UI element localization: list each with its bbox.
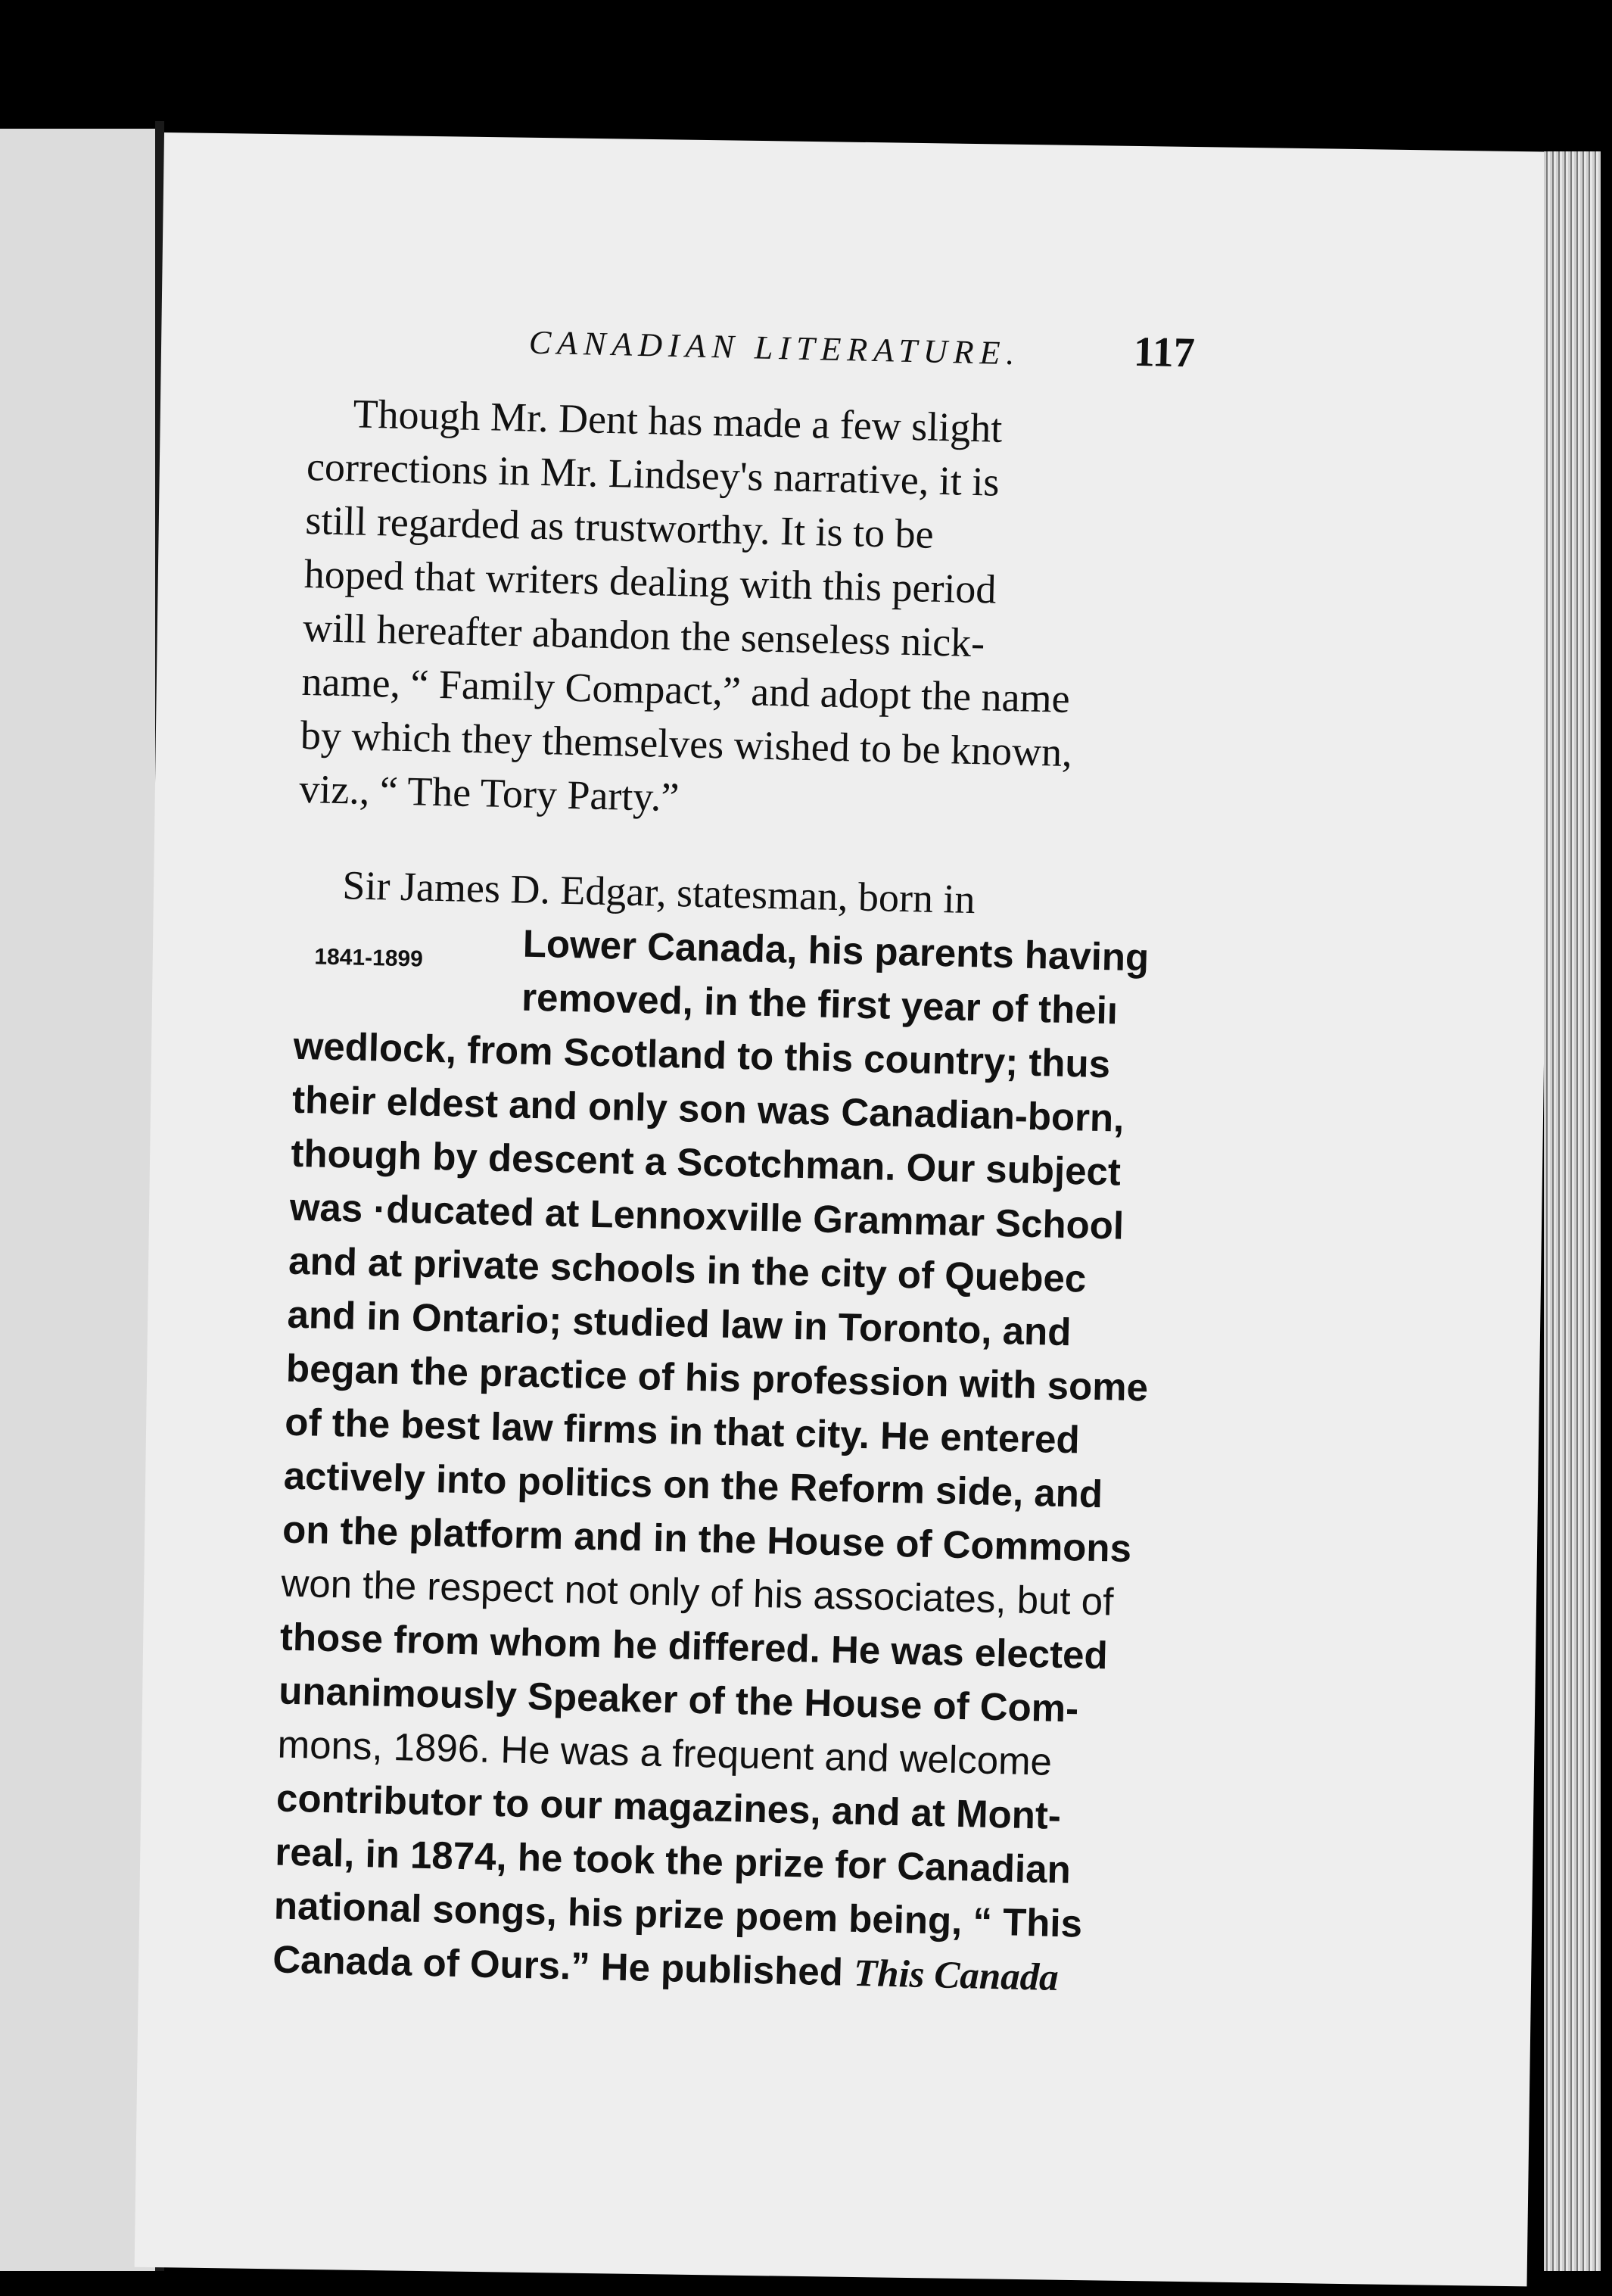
text-line: by which they themselves wished to be known,	[300, 712, 1073, 775]
text-line: those from whom he differed. He was elected	[279, 1615, 1109, 1678]
text-line: still regarded as trustworthy. It is to be	[304, 497, 935, 557]
text-line: actively into politics on the Reform side, and	[283, 1453, 1103, 1516]
running-title: CANADIAN LITERATURE.	[528, 323, 1021, 372]
paragraph-dent-lindsey	[299, 386, 1194, 836]
italic-title: This Canada	[853, 1952, 1060, 1999]
text-line: contributor to our magazines, and at Mont-	[275, 1776, 1062, 1838]
text-line: national songs, his prize poem being, “ This	[273, 1883, 1083, 1946]
text-line: will hereafter abandon the senseless nick-	[302, 604, 985, 666]
text-fragment: Canada of Ours.” He published	[272, 1937, 844, 1994]
text-line: won the respect not only of his associates, but of	[280, 1561, 1114, 1624]
text-line: was ·ducated at Lennoxville Grammar School	[289, 1185, 1125, 1248]
text-line: wedlock, from Scotland to this country; thus	[293, 1023, 1111, 1086]
text-line: and at private schools in the city of Quebec	[288, 1238, 1087, 1301]
text-line: began the practice of his profession with some	[285, 1346, 1149, 1410]
text-line: their eldest and only son was Canadian-born,	[291, 1077, 1125, 1140]
page-number: 117	[1133, 328, 1196, 377]
date-sidenote: 1841-1899	[314, 944, 424, 972]
facing-page	[0, 129, 155, 2271]
text-line: hoped that writers dealing with this period	[303, 550, 997, 612]
entry-heading-line: Sir James D. Edgar, statesman, born in	[341, 862, 976, 923]
text-line: of the best law firms in that city. He entered	[284, 1400, 1081, 1462]
text-line: name, “ Family Compact,” and adopt the name	[300, 658, 1071, 721]
page-text	[272, 303, 1195, 2008]
text-line: though by descent a Scotchman. Our subject	[290, 1131, 1122, 1194]
text-line: viz., “ The Tory Party.”	[298, 765, 680, 821]
text-line: real, in 1874, he took the prize for Canadian	[274, 1830, 1072, 1892]
text-line: and in Ontario; studied law in Toronto, and	[287, 1292, 1072, 1354]
text-line: on the platform and in the House of Commons	[282, 1507, 1132, 1571]
paragraph-edgar	[272, 858, 1183, 2008]
text-line: unanimously Speaker of the House of Com-	[278, 1668, 1079, 1731]
text-line: mons, 1896. He was a frequent and welcome	[277, 1722, 1053, 1784]
text-line: removed, in the first year of theiı	[521, 975, 1119, 1033]
text-line: Though Mr. Dent has made a few slight	[353, 391, 1003, 451]
text-line: corrections in Mr. Lindsey's narrative, it is	[306, 443, 1000, 505]
page-edges	[1544, 151, 1601, 2271]
text-line: Lower Canada, his parents having	[522, 921, 1150, 980]
